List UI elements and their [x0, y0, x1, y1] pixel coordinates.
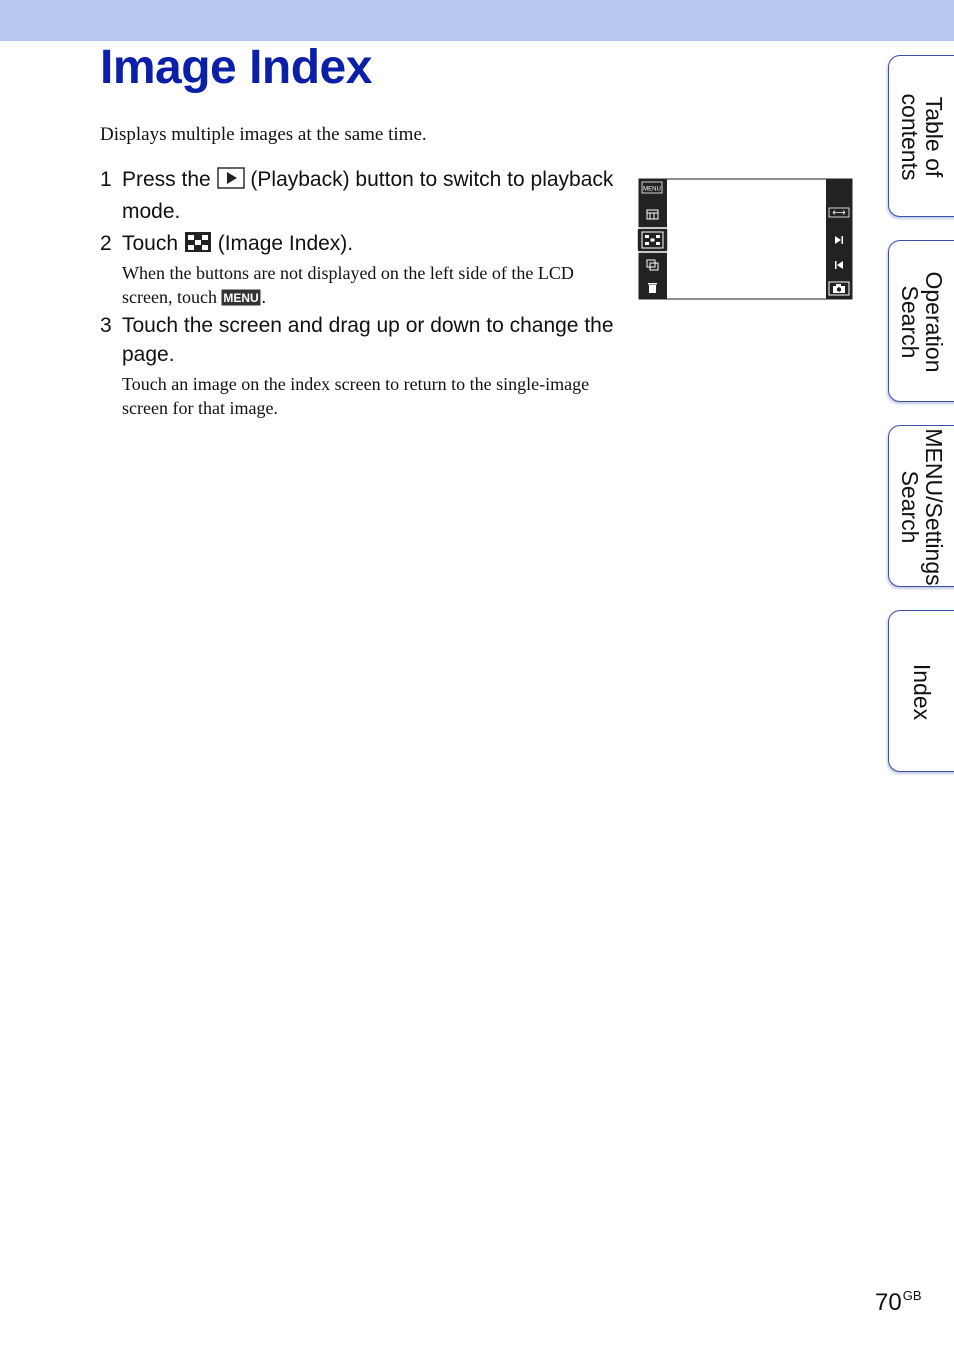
step-text: Press the	[122, 168, 211, 191]
tab-menu-settings-search[interactable]	[888, 425, 954, 587]
tab-index[interactable]	[888, 610, 954, 772]
tab-label: Table of contents	[897, 93, 947, 181]
step-text: Touch	[122, 232, 179, 255]
menu-icon-text: MENU	[223, 291, 260, 305]
step-text: Touch the screen and drag up or down to change the page.	[122, 314, 614, 366]
tab-label: Index	[909, 663, 935, 721]
note-text: .	[261, 287, 266, 307]
step-2	[100, 229, 620, 261]
menu-icon-text: MENU	[643, 186, 661, 193]
tab-operation-search[interactable]	[888, 240, 954, 402]
tab-label: Operation Search	[897, 271, 947, 373]
page-title: Image Index	[100, 41, 372, 94]
step-2-note	[122, 261, 617, 312]
step-text: (Playback) button to switch to playback mode.	[122, 168, 614, 223]
tab-table-of-contents[interactable]	[888, 55, 954, 217]
step-3-note: Touch an image on the index screen to return to the single-image screen for that image.	[122, 374, 590, 418]
page-number: $70^{GB}$	[875, 1288, 922, 1316]
step-number: 2	[100, 232, 112, 255]
menu-icon	[642, 182, 662, 193]
camera-icon	[829, 282, 849, 295]
step-number: 1	[100, 168, 112, 191]
zoom-arrows-icon	[829, 208, 849, 217]
step-1	[100, 165, 620, 226]
tab-label: MENU/Settings Search	[897, 428, 947, 586]
menu-icon	[221, 288, 261, 312]
playback-icon	[217, 167, 245, 197]
step-number: 3	[100, 314, 112, 337]
lcd-illustration	[636, 178, 854, 302]
note-text: When the buttons are not displayed on the left side of the LCD screen, touch	[122, 263, 574, 307]
image-index-icon	[637, 228, 668, 252]
step-text: (Image Index).	[217, 232, 354, 255]
image-index-icon	[184, 231, 212, 261]
trash-icon	[648, 283, 657, 293]
step-3	[100, 311, 620, 369]
top-band	[0, 0, 954, 41]
intro-text: Displays multiple images at the same time.	[100, 124, 427, 145]
